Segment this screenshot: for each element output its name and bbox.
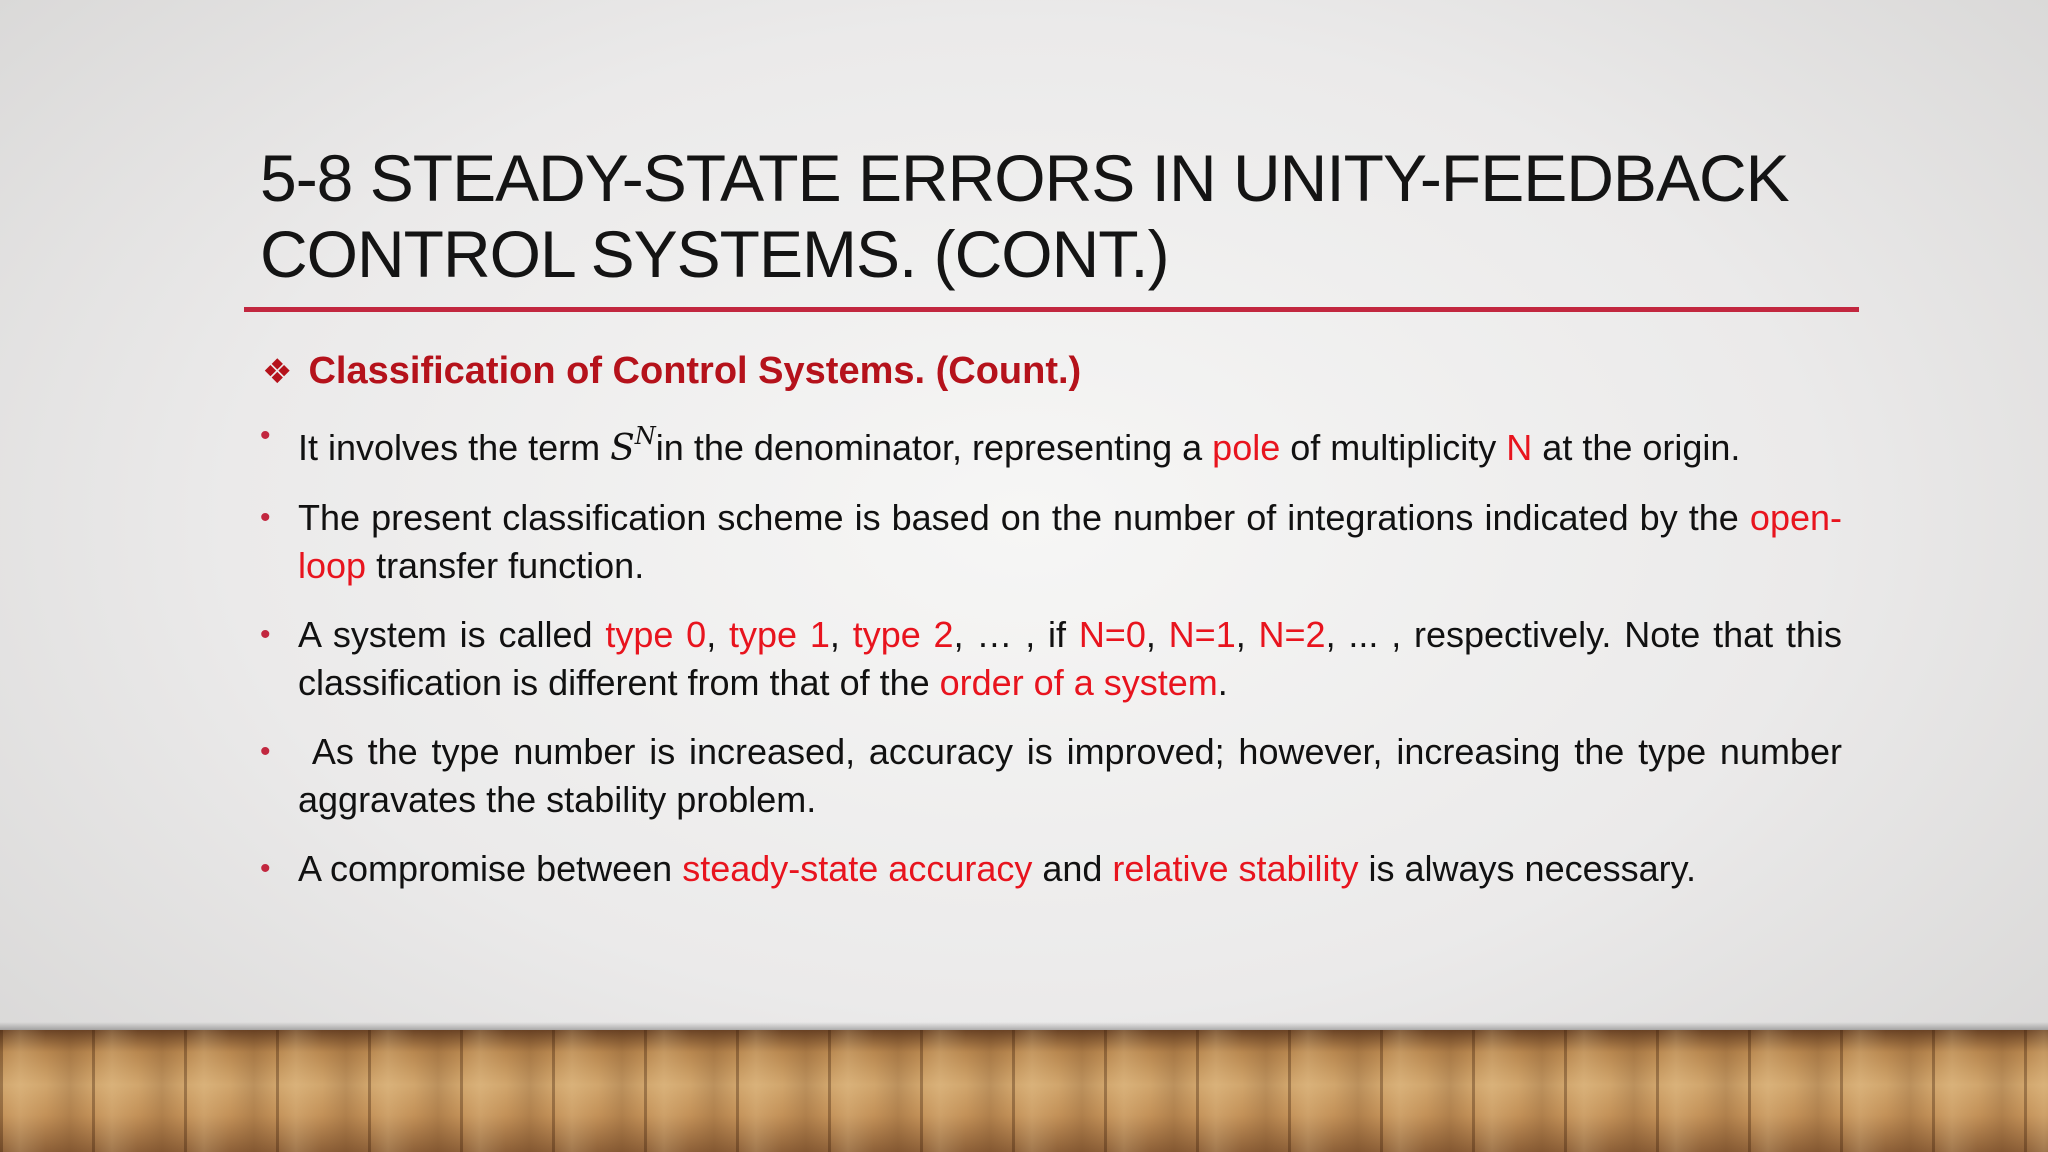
math-term	[610, 422, 656, 469]
title-divider	[244, 307, 1859, 312]
bullet-text: at the origin.	[1532, 427, 1741, 468]
highlight-term: type 2	[852, 614, 954, 655]
bullet-text: ,	[829, 614, 853, 655]
bullet-text: is always necessary.	[1358, 848, 1696, 889]
bullet-text: It involves the term	[298, 427, 611, 468]
highlight-term: open-loop	[298, 497, 1842, 586]
slide-title-line-1: 5-8 STEADY-STATE ERRORS IN UNITY-FEEDBACK	[260, 141, 1789, 215]
wood-floor-decoration	[0, 1030, 2048, 1152]
highlight-term: type 0	[605, 614, 707, 655]
highlight-term: order of a system	[939, 662, 1218, 703]
bullet-list	[260, 412, 1853, 914]
bullet-text: , ... , respectively. Note that this classification is different from that of the	[298, 614, 1842, 703]
bullet-text: A system is called	[298, 614, 606, 655]
highlight-term: N	[1506, 427, 1533, 468]
highlight-term: type 1	[729, 614, 830, 655]
math-superscript: N	[634, 422, 656, 450]
bullet-text: A compromise between	[298, 848, 683, 889]
subheading-text: Classification of Control Systems. (Count.)	[308, 350, 1082, 392]
diamond-bullet-icon: ❖	[262, 353, 293, 391]
slide-title-line-2: CONTROL SYSTEMS. (CONT.)	[260, 217, 1169, 291]
bullet-item	[260, 611, 1842, 707]
bullet-text: .	[1217, 662, 1228, 703]
bullet-item	[260, 845, 1842, 893]
bullet-text: ,	[1145, 614, 1169, 655]
bullet-item	[260, 494, 1842, 590]
highlight-term: N=2	[1258, 614, 1326, 655]
bullet-item	[260, 412, 1842, 473]
bullet-item	[260, 728, 1853, 824]
highlight-term: relative stability	[1112, 848, 1359, 889]
slide-title	[260, 140, 1860, 292]
bullet-text: in the denominator, representing a	[655, 427, 1213, 468]
bullet-text: of multiplicity	[1280, 427, 1507, 468]
highlight-term: N=1	[1168, 614, 1236, 655]
math-base: S	[610, 428, 635, 469]
bullet-text: transfer function.	[366, 545, 645, 586]
bullet-text: ,	[706, 614, 730, 655]
bullet-text: The present classification scheme is based on the number of integrations indicated by the	[298, 497, 1750, 538]
bullet-text: ,	[1235, 614, 1259, 655]
bullet-text: , … , if	[953, 614, 1079, 655]
bullet-text: and	[1032, 848, 1113, 889]
subheading	[262, 350, 1081, 393]
highlight-term: N=0	[1078, 614, 1146, 655]
highlight-term: pole	[1212, 427, 1281, 468]
highlight-term: steady-state accuracy	[682, 848, 1033, 889]
bullet-text: As the type number is increased, accuracy is improved; however, increasing the type number aggravates the stability problem.	[298, 731, 1853, 820]
